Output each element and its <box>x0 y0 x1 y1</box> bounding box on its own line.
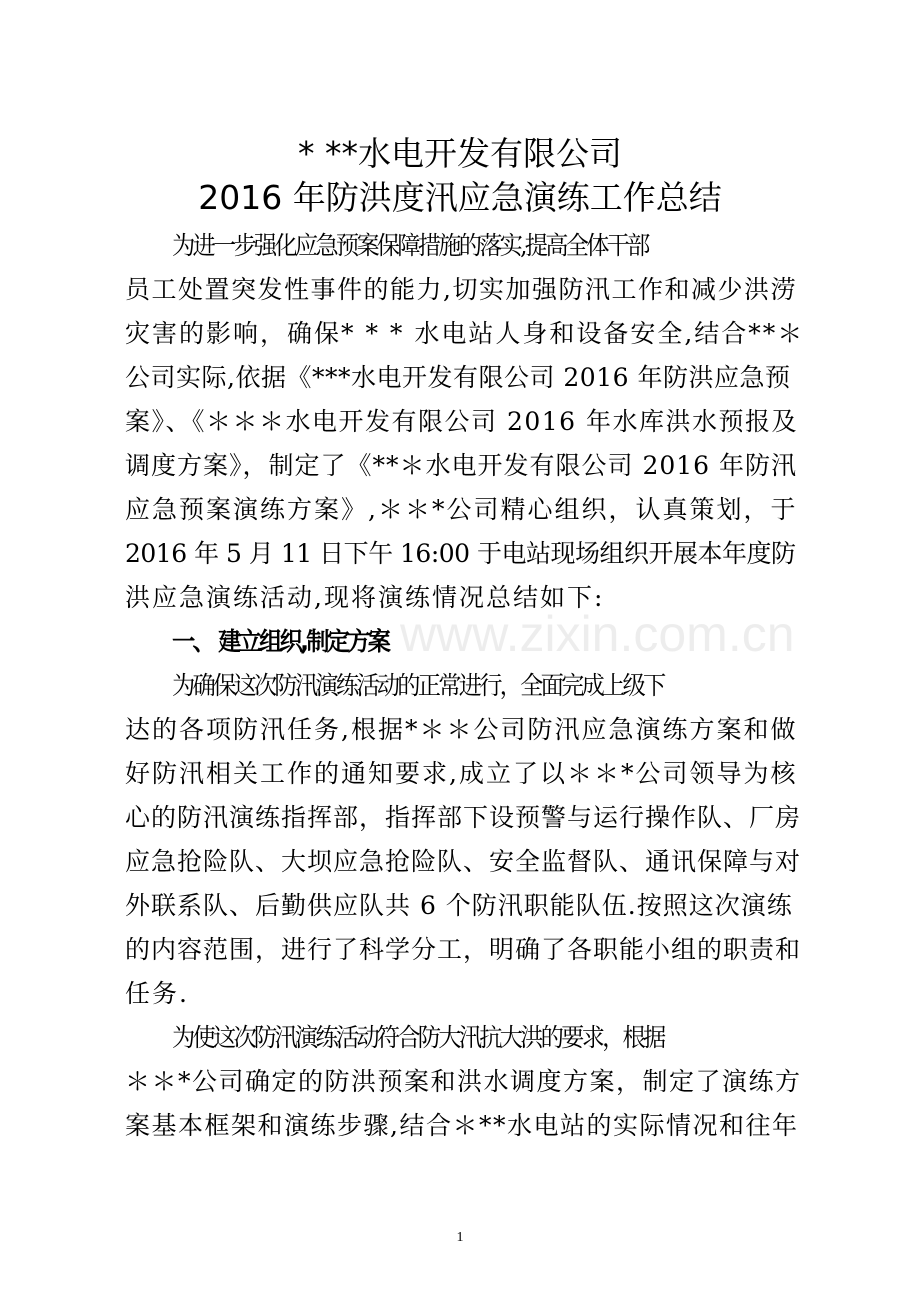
paragraph-line: 达的各项防汛任务,根据*＊＊公司防汛应急演练方案和做 <box>125 715 798 744</box>
title-line-2: 2016 年防洪度汛应急演练工作总结 <box>198 178 722 217</box>
paragraph-line: 的内容范围，进行了科学分工，明确了各职能小组的职责和 <box>125 935 802 964</box>
paragraph-line: 2016 年 5 月 11 日下午 16:00 于电站现场组织开展本年度防 <box>125 539 796 568</box>
title-line-1: * **水电开发有限公司 <box>298 134 622 173</box>
paragraph-line: 为确保这次防汛演练活动的正常进行，全面完成上级下 <box>172 671 664 700</box>
watermark: www.zixin.com.cn <box>400 606 795 662</box>
paragraph-line: 灾害的影响，确保* * * 水电站人身和设备安全,结合**＊ <box>125 319 805 348</box>
paragraph-line: 案基本框架和演练步骤,结合＊**水电站的实际情况和往年 <box>125 1111 799 1140</box>
paragraph-line: 任务. <box>125 979 189 1008</box>
paragraph-line: 好防汛相关工作的通知要求,成立了以＊＊*公司领导为核 <box>125 759 798 788</box>
paragraph-line: 为使这次防汛演练活动符合防大汛抗大洪的要求，根据 <box>172 1023 664 1052</box>
paragraph-line: 应急预案演练方案》,＊＊*公司精心组织，认真策划，于 <box>125 495 798 524</box>
paragraph-line: 为进一步强化应急预案保障措施的落实,提高全体干部 <box>172 231 648 260</box>
paragraph-line: 员工处置突发性事件的能力,切实加强防汛工作和减少洪涝 <box>125 275 797 304</box>
paragraph-line: 调度方案》，制定了《**＊水电开发有限公司 2016 年防汛 <box>125 451 798 480</box>
paragraph-line: 应急抢险队、大坝应急抢险队、安全监督队、通讯保障与对 <box>125 847 802 876</box>
section-heading: 一、 建立组织,制定方案 <box>172 627 389 656</box>
paragraph-line: ＊＊*公司确定的防洪预案和洪水调度方案，制定了演练方 <box>125 1067 802 1096</box>
paragraph-line: 心的防汛演练指挥部，指挥部下设预警与运行操作队、厂房 <box>125 803 802 832</box>
page-number: 1 <box>456 1230 464 1245</box>
paragraph-line: 案》、《＊＊＊水电开发有限公司 2016 年水库洪水预报及 <box>125 407 799 436</box>
paragraph-line: 外联系队、后勤供应队共 6 个防汛职能队伍.按照这次演练 <box>125 891 793 920</box>
paragraph-line: 公司实际,依据《***水电开发有限公司 2016 年防洪应急预 <box>125 363 791 392</box>
paragraph-line: 洪应急演练活动,现将演练情况总结如下: <box>125 583 605 612</box>
